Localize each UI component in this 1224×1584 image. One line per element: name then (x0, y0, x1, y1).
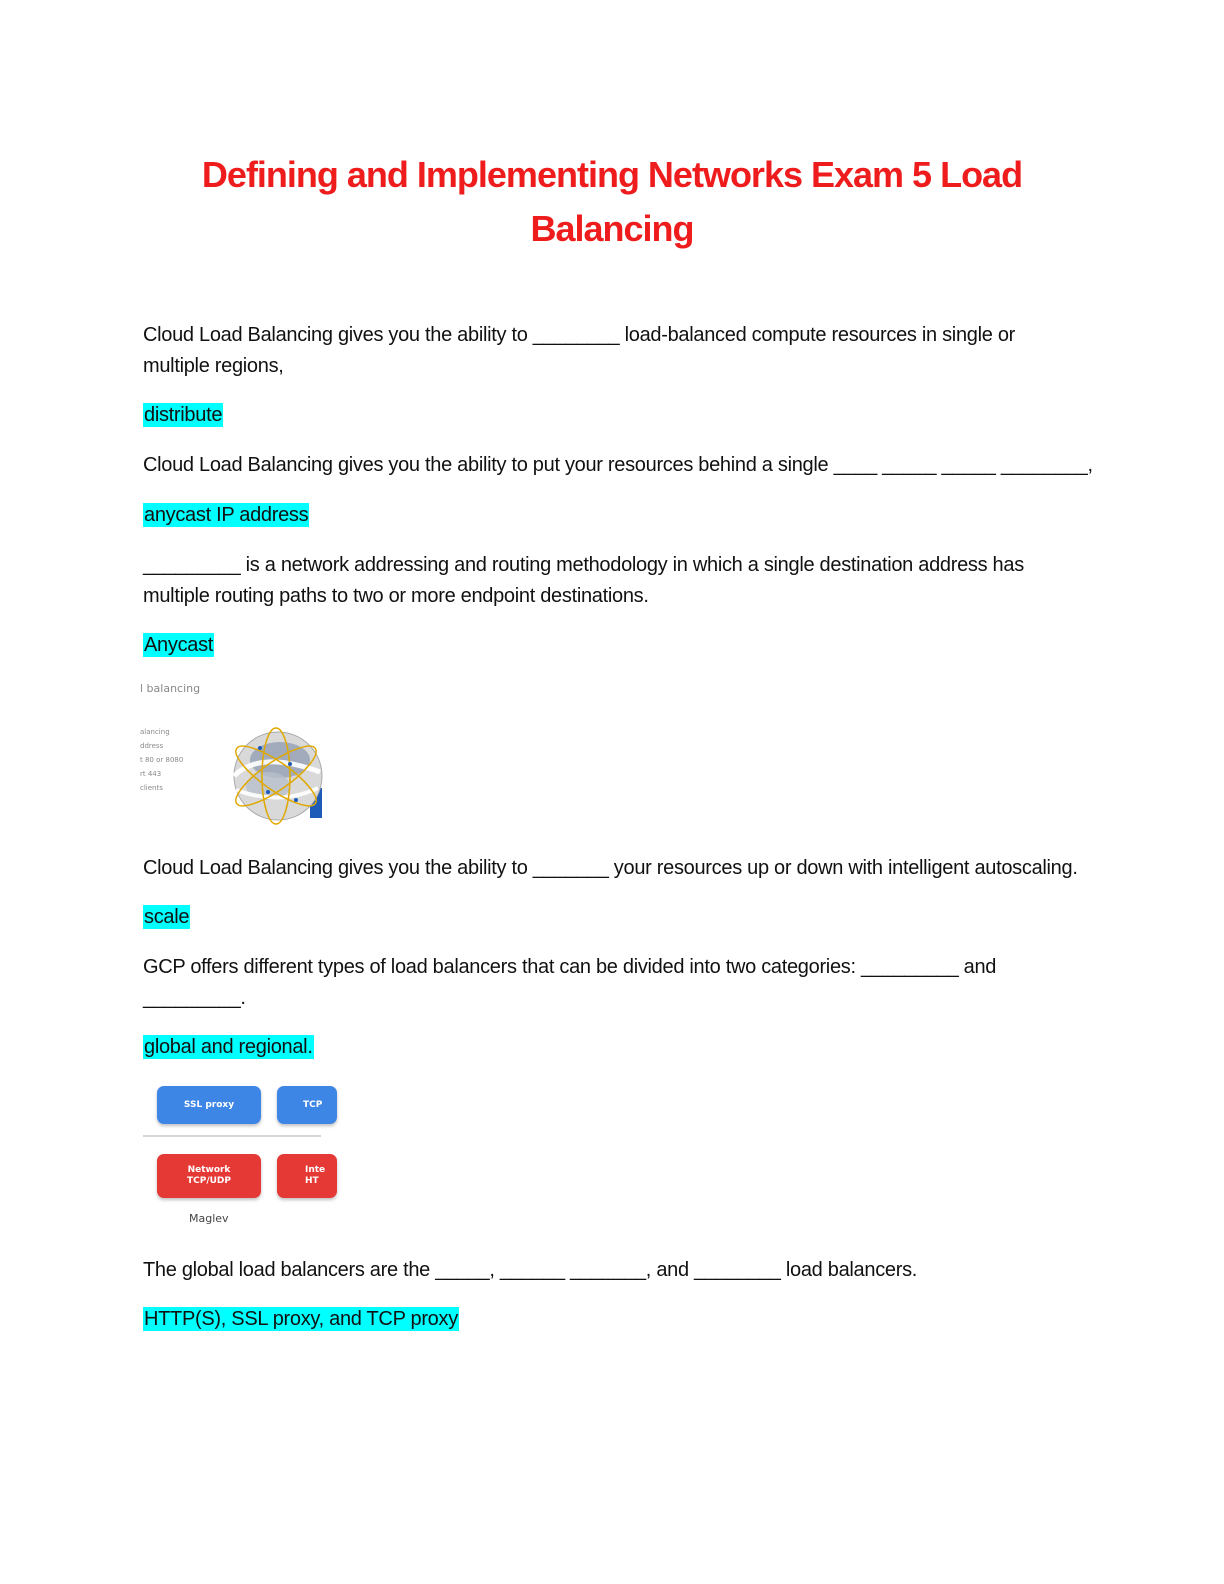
image-text-line: alancing (140, 728, 170, 736)
question-4: Cloud Load Balancing gives you the ability to _______ your resources up or down with intelligent autoscaling. (143, 857, 1078, 879)
network-tcp-udp-box: Network TCP/UDP (157, 1154, 261, 1198)
globe-icon (140, 680, 322, 822)
answer-5: global and regional. (144, 1036, 313, 1058)
question-5: GCP offers different types of load balancers that can be divided into two categories: _________ and _________. (143, 956, 997, 1009)
maglev-label: Maglev (189, 1212, 229, 1225)
divider (143, 1135, 321, 1137)
anycast-globe-image (140, 680, 322, 822)
question-6: The global load balancers are the _____, ______ _______, and ________ load balancers. (143, 1259, 918, 1281)
image-text-line: clients (140, 784, 163, 792)
question-1: Cloud Load Balancing gives you the ability to ________ load-balanced compute resources in single or multiple regions, (143, 324, 1016, 377)
load-balancer-diagram-image (143, 1080, 326, 1230)
question-3: _________ is a network addressing and routing methodology in which a single destination address has multiple routing paths to two or more endpoint destinations. (143, 554, 1024, 607)
image-text-line: ddress (140, 742, 164, 750)
answer-2: anycast IP address (144, 504, 309, 526)
internal-http-box: Inte HT (277, 1154, 337, 1198)
answer-6: HTTP(S), SSL proxy, and TCP proxy (144, 1308, 458, 1330)
tcp-proxy-box: TCP (277, 1086, 337, 1124)
image-caption: l balancing (140, 682, 201, 695)
image-text-line: rt 443 (140, 770, 162, 778)
question-2: Cloud Load Balancing gives you the ability to put your resources behind a single ____ _____ _____ ________, (143, 454, 1093, 476)
answer-3: Anycast (144, 634, 214, 656)
ssl-proxy-box: SSL proxy (157, 1086, 261, 1124)
answer-1: distribute (144, 404, 223, 426)
image-text-line: t 80 or 8080 (140, 756, 184, 764)
answer-4: scale (144, 906, 190, 928)
page-title: Defining and Implementing Networks Exam 5 Load Balancing (201, 154, 1023, 249)
